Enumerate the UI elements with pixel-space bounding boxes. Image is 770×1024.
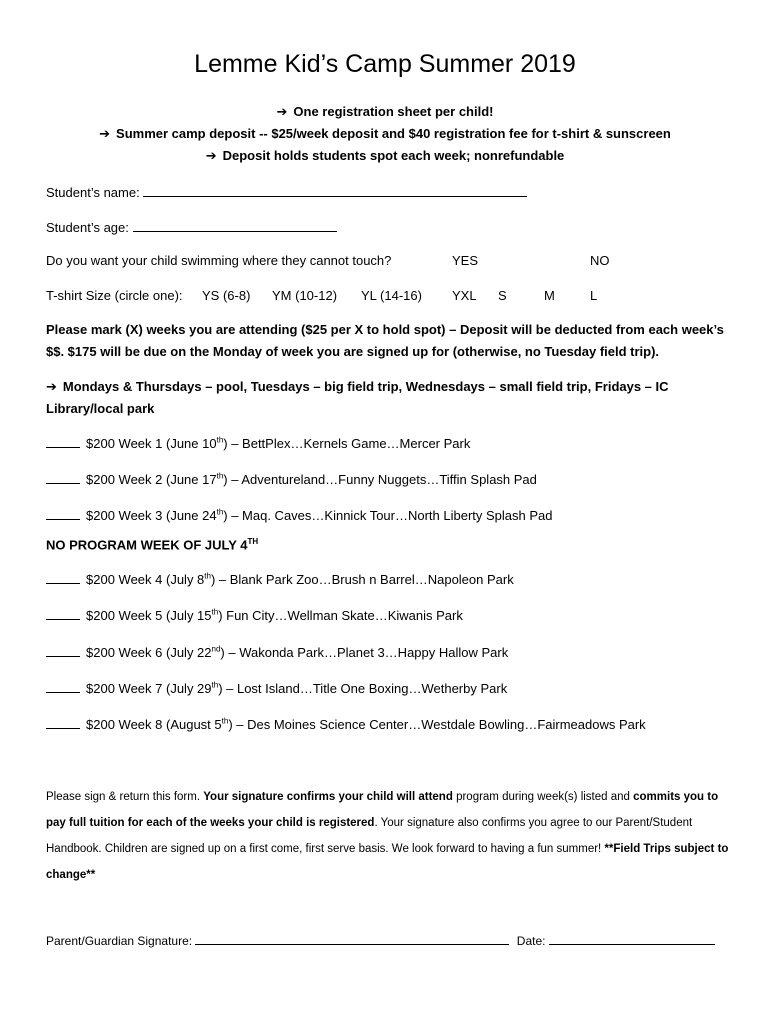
date-label: Date: [516,934,546,948]
swim-question: Do you want your child swimming where they cannot touch? [46,253,392,268]
page-title: Lemme Kid’s Camp Summer 2019 [194,50,576,78]
bullet-registration: ➔ One registration sheet per child! [276,104,494,119]
week-row: $200 Week 4 (July 8th) – Blank Park Zoo…Brush n Barrel…Napoleon Park [46,571,514,587]
week-checkbox[interactable] [46,571,80,584]
arrow-icon: ➔ [99,126,111,141]
size-option-yl[interactable]: YL (14-16) [361,288,422,303]
size-option-ys[interactable]: YS (6-8) [202,288,251,303]
size-option-l[interactable]: L [590,288,598,303]
tshirt-label: T-shirt Size (circle one): [46,288,183,303]
week-row: $200 Week 3 (June 24th) – Maq. Caves…Kinnick Tour…North Liberty Splash Pad [46,507,553,523]
week-checkbox[interactable] [46,435,80,448]
student-name-field[interactable] [143,183,527,197]
week-row: $200 Week 1 (June 10th) – BettPlex…Kernels Game…Mercer Park [46,435,470,451]
week-checkbox[interactable] [46,716,80,729]
week-checkbox[interactable] [46,644,80,657]
week-row: $200 Week 7 (July 29th) – Lost Island…Title One Boxing…Wetherby Park [46,680,507,696]
swim-no-option[interactable]: NO [590,253,610,268]
week-checkbox[interactable] [46,507,80,520]
arrow-icon: ➔ [46,379,57,394]
student-age-label: Student’s age: [46,220,129,235]
swim-yes-option[interactable]: YES [452,253,479,268]
instructions: Please mark (X) weeks you are attending ($25 per X to hold spot) – Deposit will be deducted from each week’s $$. $175 will be due on the Monday of week you are signed up for (otherwise, no Tuesday field trip). [46,322,724,359]
week-row: $200 Week 6 (July 22nd) – Wakonda Park…Planet 3…Happy Hallow Park [46,644,508,660]
week-checkbox[interactable] [46,471,80,484]
arrow-icon: ➔ [276,104,288,119]
footer-paragraph: Please sign & return this form. Your signature confirms your child will attend program during week(s) listed and commits you to pay full tuition for each of the weeks your child is registered. Your signature also confirms you agree to our Parent/Student Handbook. Children are signed up on a first come, first serve basis. We look forward to having a fun summer! **Field Trips subject to change** [46,791,729,881]
signature-field[interactable] [195,932,509,945]
signature-label: Parent/Guardian Signature: [46,934,193,948]
week-checkbox[interactable] [46,607,80,620]
week-row: $200 Week 8 (August 5th) – Des Moines Science Center…Westdale Bowling…Fairmeadows Park [46,716,646,732]
student-age-field[interactable] [133,218,337,232]
size-option-s[interactable]: S [498,288,507,303]
no-program-notice: NO PROGRAM WEEK OF JULY 4TH [46,537,259,553]
tshirt-row [0,288,770,306]
date-field[interactable] [549,932,715,945]
size-option-m[interactable]: M [544,288,555,303]
signature-row [46,932,715,948]
student-name-label: Student’s name: [46,185,140,200]
week-row: $200 Week 5 (July 15th) Fun City…Wellman Skate…Kiwanis Park [46,607,463,623]
week-row: $200 Week 2 (June 17th) – Adventureland…Funny Nuggets…Tiffin Splash Pad [46,471,537,487]
size-option-ym[interactable]: YM (10-12) [272,288,338,303]
bullet-deposit: ➔ Summer camp deposit -- $25/week deposit and $40 registration fee for t-shirt & sunscreen [99,126,671,141]
week-checkbox[interactable] [46,680,80,693]
schedule-note: ➔ Mondays & Thursdays – pool, Tuesdays – big field trip, Wednesdays – small field trip, Fridays – IC Library/local park [46,379,669,416]
student-age-row [46,218,337,235]
swim-row [0,253,770,271]
student-name-row [46,183,527,200]
size-option-yxl[interactable]: YXL [452,288,477,303]
arrow-icon: ➔ [205,148,217,163]
bullet-nonrefundable: ➔ Deposit holds students spot each week; nonrefundable [205,148,565,163]
